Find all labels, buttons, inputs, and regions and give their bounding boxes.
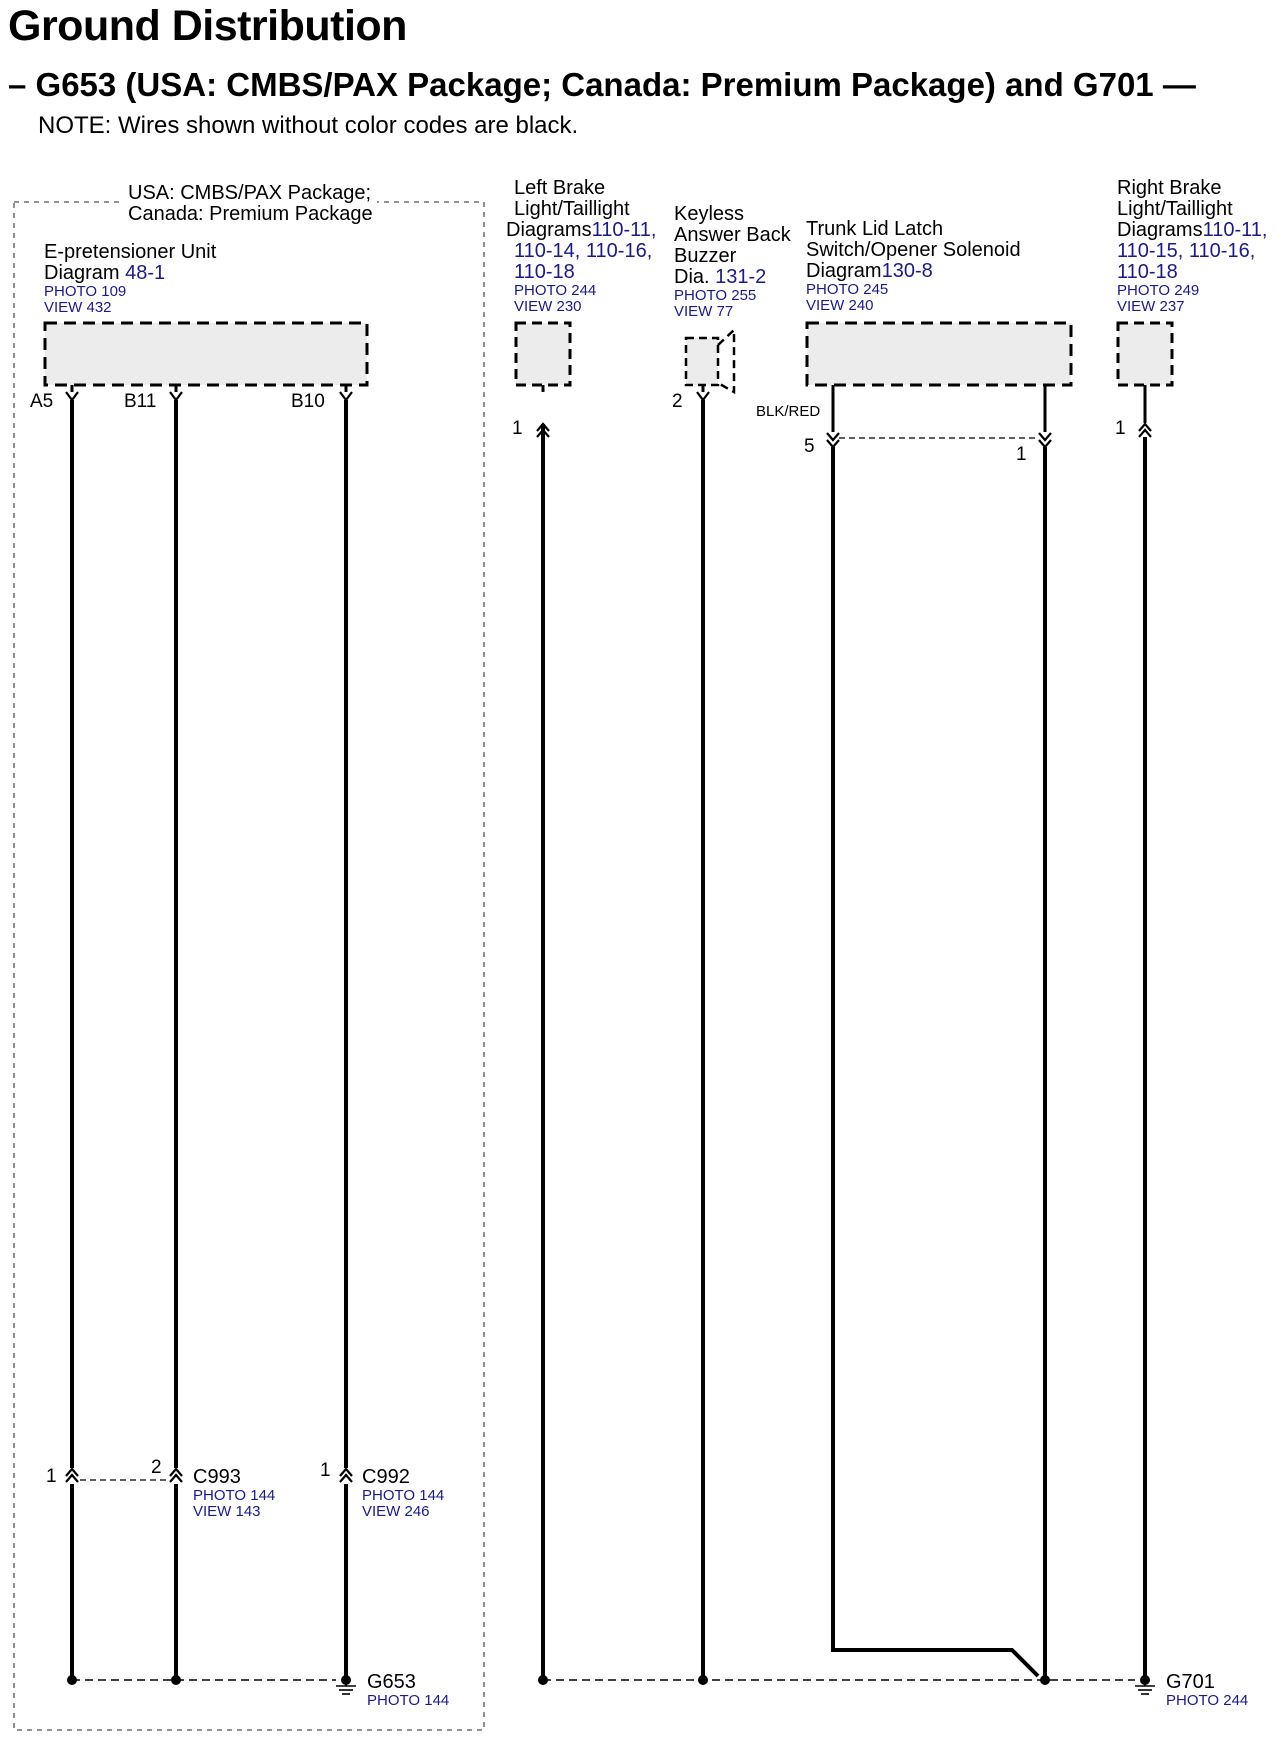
diagram-label: Diagram — [806, 260, 882, 282]
right-brake-photo-ref[interactable]: PHOTO 249 — [1117, 282, 1200, 299]
left-brake-diagram-link-4[interactable]: 110-18 — [514, 261, 575, 283]
terminal-b11 — [170, 392, 182, 400]
g653-label — [367, 1672, 449, 1709]
trunk-name2: Switch/Opener Solenoid — [806, 239, 1021, 261]
subtitle-dash-right: — — [1162, 66, 1196, 103]
c993-name: C993 — [193, 1466, 241, 1488]
keyless-name1: Keyless — [674, 203, 745, 225]
left-brake-photo-ref[interactable]: PHOTO 244 — [514, 282, 597, 299]
diagram-label: Diagram — [44, 262, 120, 284]
right-brake-diagram-link-2[interactable]: 110-15, — [1117, 240, 1184, 262]
c993-label — [193, 1467, 275, 1520]
right-brake-label — [1117, 178, 1267, 315]
left-brake-name2: Light/Taillight — [514, 198, 630, 220]
left-brake-name1: Left Brake — [514, 177, 606, 199]
g653-photo-ref[interactable]: PHOTO 144 — [367, 1692, 450, 1709]
left-brake-label — [506, 178, 656, 315]
epretensioner-view-ref[interactable]: VIEW 432 — [44, 299, 112, 316]
c992-pin1-label: 1 — [320, 1460, 331, 1481]
right-brake-view-ref[interactable]: VIEW 237 — [1117, 298, 1185, 315]
keyless-diagram-link[interactable]: 131-2 — [715, 266, 767, 288]
package-label-line1: USA: CMBS/PAX Package; — [128, 182, 372, 204]
trunk-pin1-label: 1 — [1016, 444, 1027, 465]
c993-photo-ref[interactable]: PHOTO 144 — [193, 1487, 276, 1504]
c993-view-ref[interactable]: VIEW 143 — [193, 1503, 261, 1520]
trunk-latch-label — [806, 219, 1021, 314]
epretensioner-diagram-link[interactable]: 48-1 — [125, 262, 166, 284]
pin-b10-label: B10 — [291, 391, 325, 412]
terminal-right-brake-1 — [1139, 424, 1151, 437]
pin-b11-label: B11 — [124, 391, 157, 412]
left-brake-diagram-link-1[interactable]: 110-11, — [591, 219, 657, 241]
trunk-photo-ref[interactable]: PHOTO 245 — [806, 281, 889, 298]
right-brake-diagram-link-3[interactable]: 110-16, — [1188, 240, 1256, 262]
keyless-photo-ref[interactable]: PHOTO 255 — [674, 287, 757, 304]
c992-name: C992 — [362, 1466, 410, 1488]
left-brake-diagram-link-2[interactable]: 110-14, — [514, 240, 581, 262]
trunk-view-ref[interactable]: VIEW 240 — [806, 297, 874, 314]
keyless-name2: Answer Back — [674, 224, 791, 246]
left-brake-pin-label: 1 — [512, 418, 523, 439]
c993-pin1-label: 1 — [46, 1466, 57, 1487]
terminal-trunk-5 — [827, 433, 839, 447]
right-brake-diagram-link-4[interactable]: 110-18 — [1117, 261, 1178, 283]
keyless-name3: Buzzer — [674, 245, 737, 267]
trunk-latch-box — [807, 323, 1071, 385]
epretensioner-photo-ref[interactable]: PHOTO 109 — [44, 283, 127, 300]
terminal-a5 — [66, 392, 78, 400]
wire-color-note: NOTE: Wires shown without color codes are black. — [38, 112, 579, 139]
c992-view-ref[interactable]: VIEW 246 — [362, 1503, 430, 1520]
diagrams-label: Diagrams — [506, 219, 592, 241]
subtitle-text: G653 (USA: CMBS/PAX Package; Canada: Premium Package) and G701 — [35, 66, 1154, 103]
g701-photo-ref[interactable]: PHOTO 244 — [1166, 1692, 1249, 1709]
g701-name: G701 — [1166, 1671, 1215, 1693]
page-title: Ground Distribution — [8, 2, 407, 50]
left-brake-diagram-link-3[interactable]: 110-16, — [585, 240, 653, 262]
right-brake-pin-label: 1 — [1115, 418, 1126, 439]
right-brake-name1: Right Brake — [1117, 177, 1222, 199]
epretensioner-label — [44, 242, 216, 316]
epretensioner-name: E-pretensioner Unit — [44, 241, 217, 263]
left-brake-box — [516, 323, 570, 385]
c993-pin2-label: 2 — [151, 1457, 162, 1478]
left-brake-view-ref[interactable]: VIEW 230 — [514, 298, 582, 315]
g701-label — [1166, 1672, 1248, 1709]
c992-label — [362, 1467, 444, 1520]
right-brake-box — [1118, 323, 1172, 385]
g653-ground-symbol — [336, 1680, 356, 1694]
keyless-pin-label: 2 — [672, 391, 683, 412]
package-box-label — [124, 183, 377, 225]
pin-a5-label: A5 — [30, 391, 54, 412]
right-brake-name2: Light/Taillight — [1117, 198, 1233, 220]
wire-trunk-5 — [833, 447, 1038, 1676]
trunk-diagram-link[interactable]: 130-8 — [881, 260, 933, 282]
diagrams-label: Diagrams — [1117, 219, 1203, 241]
g701-ground-symbol — [1135, 1680, 1155, 1694]
keyless-buzzer-box — [686, 338, 718, 385]
terminal-keyless-2 — [697, 392, 709, 400]
terminal-trunk-1 — [1039, 433, 1051, 447]
keyless-buzzer-label — [674, 204, 791, 320]
trunk-pin5-label: 5 — [804, 436, 815, 457]
keyless-view-ref[interactable]: VIEW 77 — [674, 303, 734, 320]
trunk-wire-color: BLK/RED — [756, 403, 821, 420]
epretensioner-box — [45, 323, 367, 385]
trunk-name1: Trunk Lid Latch — [806, 218, 944, 240]
terminal-b10 — [340, 392, 352, 400]
dia-label: Dia. — [674, 266, 710, 288]
g653-name: G653 — [367, 1671, 416, 1693]
c992-photo-ref[interactable]: PHOTO 144 — [362, 1487, 445, 1504]
package-label-line2: Canada: Premium Package — [128, 203, 373, 225]
right-brake-diagram-link-1[interactable]: 110-11, — [1202, 219, 1268, 241]
buzzer-horn-symbol — [718, 330, 734, 392]
subtitle-dash-left: – — [8, 66, 27, 103]
